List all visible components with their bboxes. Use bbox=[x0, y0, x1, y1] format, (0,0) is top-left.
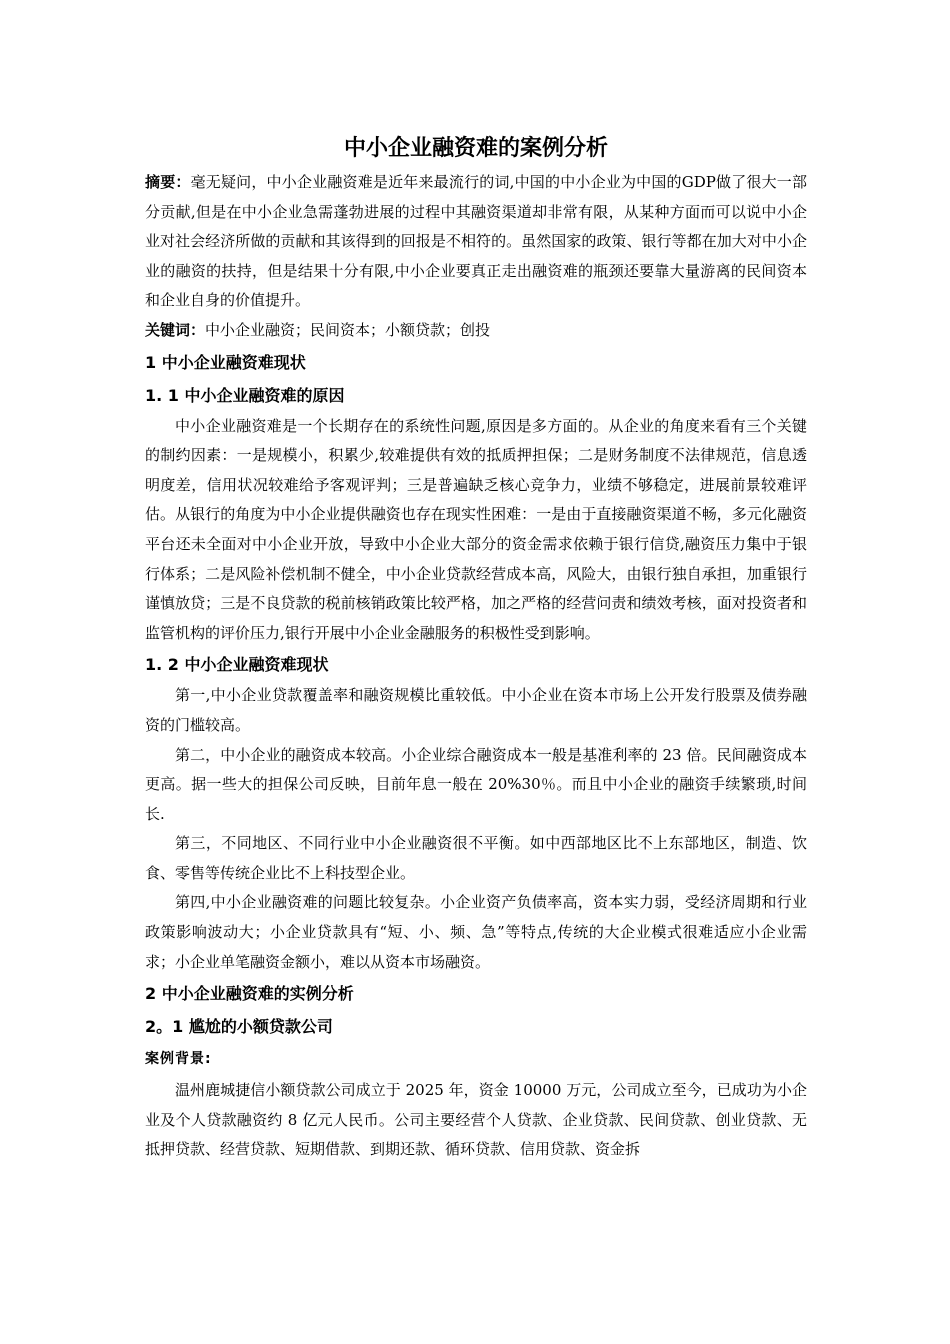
keywords-text: 中小企业融资；民间资本；小额贷款；创投 bbox=[205, 320, 491, 339]
case-background-paragraph: 温州鹿城捷信小额贷款公司成立于 2025 年，资金 10000 万元，公司成立至今，已成功为小企业及个人贷款融资约 8 亿元人民币。公司主要经营个人贷款、企业贷款、民间贷款、创业贷款、无抵押贷款、经营贷款、短期借款、到期还款、循环贷款、信用贷款、资金拆 bbox=[145, 1081, 807, 1159]
section-1-2-heading: 1. 2 中小企业融资难现状 bbox=[145, 655, 329, 675]
case-background-label: 案例背景: bbox=[145, 1051, 212, 1068]
section-1-heading: 1 中小企业融资难现状 bbox=[145, 352, 306, 372]
abstract bbox=[145, 168, 807, 316]
keywords-label: 关键词： bbox=[145, 320, 206, 339]
section-1-2-paragraph-3: 第三，不同地区、不同行业中小企业融资很不平衡。如中西部地区比不上东部地区，制造、饮食、零售等传统企业比不上科技型企业。 bbox=[145, 834, 807, 882]
section-1-1-paragraph: 中小企业融资难是一个长期存在的系统性问题,原因是多方面的。从企业的角度来看有三个关键的制约因素：一是规模小，积累少,较难提供有效的抵质押担保；二是财务制度不法律规范，信息透明度差，信用状况较难给予客观评判；三是普遍缺乏核心竞争力，业绩不够稳定，进展前景较难评估。从银行的角度为中小企业提供融资也存在现实性困难：一是由于直接融资渠道不畅，多元化融资平台还未全面对中小企业开放，导致中小企业大部分的资金需求依赖于银行信贷,融资压力集中于银行体系；二是风险补偿机制不健全，中小企业贷款经营成本高，风险大，由银行独自承担，加重银行谨慎放贷；三是不良贷款的税前核销政策比较严格，加之严格的经营问责和绩效考核，面对投资者和监管机构的评价压力,银行开展中小企业金融服务的积极性受到影响。 bbox=[145, 416, 807, 642]
section-2-1-heading: 2。1 尴尬的小额贷款公司 bbox=[145, 1017, 333, 1037]
section-2-heading: 2 中小企业融资难的实例分析 bbox=[145, 984, 354, 1004]
section-1-2-paragraph-1: 第一,中小企业贷款覆盖率和融资规模比重较低。中小企业在资本市场上公开发行股票及债券融资的门槛较高。 bbox=[145, 686, 807, 734]
section-1-1-heading: 1. 1 中小企业融资难的原因 bbox=[145, 385, 345, 405]
document-page bbox=[145, 132, 807, 1165]
document-title: 中小企业融资难的案例分析 bbox=[343, 136, 608, 161]
section-1-2-paragraph-2: 第二，中小企业的融资成本较高。小企业综合融资成本一般是基准利率的 23 倍。民间融资成本更高。据一些大的担保公司反映，目前年息一般在 20%30％。而且中小企业的融资手续繁琐,时间长. bbox=[145, 745, 807, 823]
keywords bbox=[145, 316, 807, 346]
abstract-text: 毫无疑问，中小企业融资难是近年来最流行的词,中国的中小企业为中国的GDP做了很大一部分贡献,但是在中小企业急需蓬勃进展的过程中其融资渠道却非常有限，从某种方面而可以说中小企业对社会经济所做的贡献和其该得到的回报是不相符的。虽然国家的政策、银行等都在加大对中小企业的融资的扶持，但是结果十分有限,中小企业要真正走出融资难的瓶颈还要靠大量游离的民间资本和企业自身的价值提升。 bbox=[145, 173, 807, 310]
abstract-label: 摘要： bbox=[145, 173, 191, 191]
section-1-2-paragraph-4: 第四,中小企业融资难的问题比较复杂。小企业资产负债率高，资本实力弱，受经济周期和行业政策影响波动大；小企业贷款具有“短、小、频、急”等特点,传统的大企业模式很难适应小企业需求；小企业单笔融资金额小，难以从资本市场融资。 bbox=[145, 893, 807, 971]
